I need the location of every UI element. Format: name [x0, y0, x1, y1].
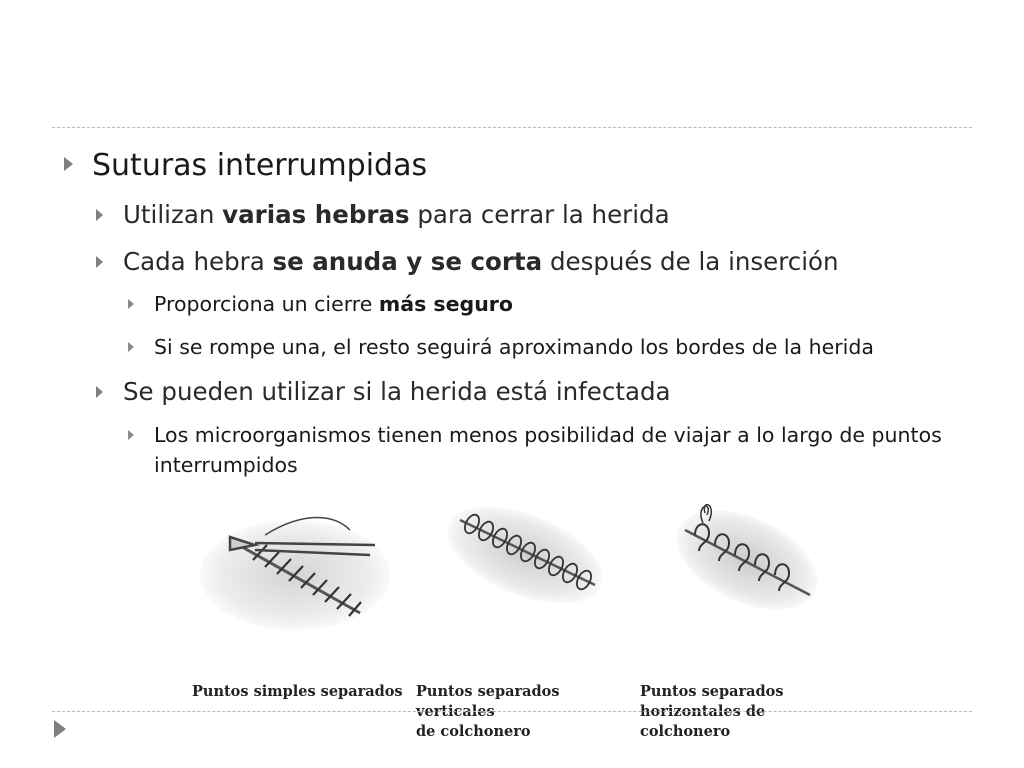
next-slide-arrow-icon[interactable]: [52, 718, 68, 740]
bullet-text: Si se rompe una, el resto seguirá aproximando los bordes de la herida: [154, 335, 874, 359]
bullet-level3-break-one: [126, 332, 874, 370]
bullet-text: Se pueden utilizar si la herida está infectada: [123, 377, 671, 406]
vertical-mattress-suture-illustration: [440, 500, 610, 610]
bullet-level1-sutures: [62, 146, 427, 197]
bullet-text: Proporciona un cierre más seguro: [154, 292, 513, 316]
simple-interrupted-suture-illustration: [195, 505, 410, 675]
triangle-bullet-icon: [94, 198, 123, 241]
triangle-bullet-icon: [62, 146, 92, 197]
triangle-bullet-icon: [126, 420, 154, 458]
bullet-text: Cada hebra se anuda y se corta después de la inserción: [123, 247, 839, 276]
caption-simple-sutures: Puntos simples separados: [192, 683, 403, 700]
bottom-divider: [52, 711, 972, 712]
heading-text: Suturas interrumpidas: [92, 148, 428, 183]
bullet-level3-microorganisms: [126, 420, 954, 480]
triangle-bullet-icon: [94, 375, 123, 418]
caption-horizontal-mattress: Puntos separados horizontales de colchonero: [640, 683, 784, 740]
bullet-level3-secure-closure: [126, 289, 513, 327]
triangle-bullet-icon: [126, 332, 154, 370]
bullet-text: Utilizan varias hebras para cerrar la herida: [123, 200, 670, 229]
bold-text: varias hebras: [222, 200, 410, 229]
caption-vertical-mattress: Puntos separados verticales de colchonero: [416, 683, 560, 740]
top-divider: [52, 127, 972, 128]
triangle-bullet-icon: [94, 245, 123, 288]
bullet-level2-multiple-strands: [94, 198, 670, 241]
bold-text: se anuda y se corta: [272, 247, 543, 276]
bullet-level2-infected-wound: [94, 375, 671, 418]
bullet-level2-knotted-cut: [94, 245, 839, 288]
triangle-bullet-icon: [126, 289, 154, 327]
horizontal-mattress-suture-illustration: [665, 495, 825, 625]
bold-text: más seguro: [378, 292, 513, 316]
bullet-text: Los microorganismos tienen menos posibilidad de viajar a lo largo de puntos interrumpidos: [154, 423, 942, 477]
